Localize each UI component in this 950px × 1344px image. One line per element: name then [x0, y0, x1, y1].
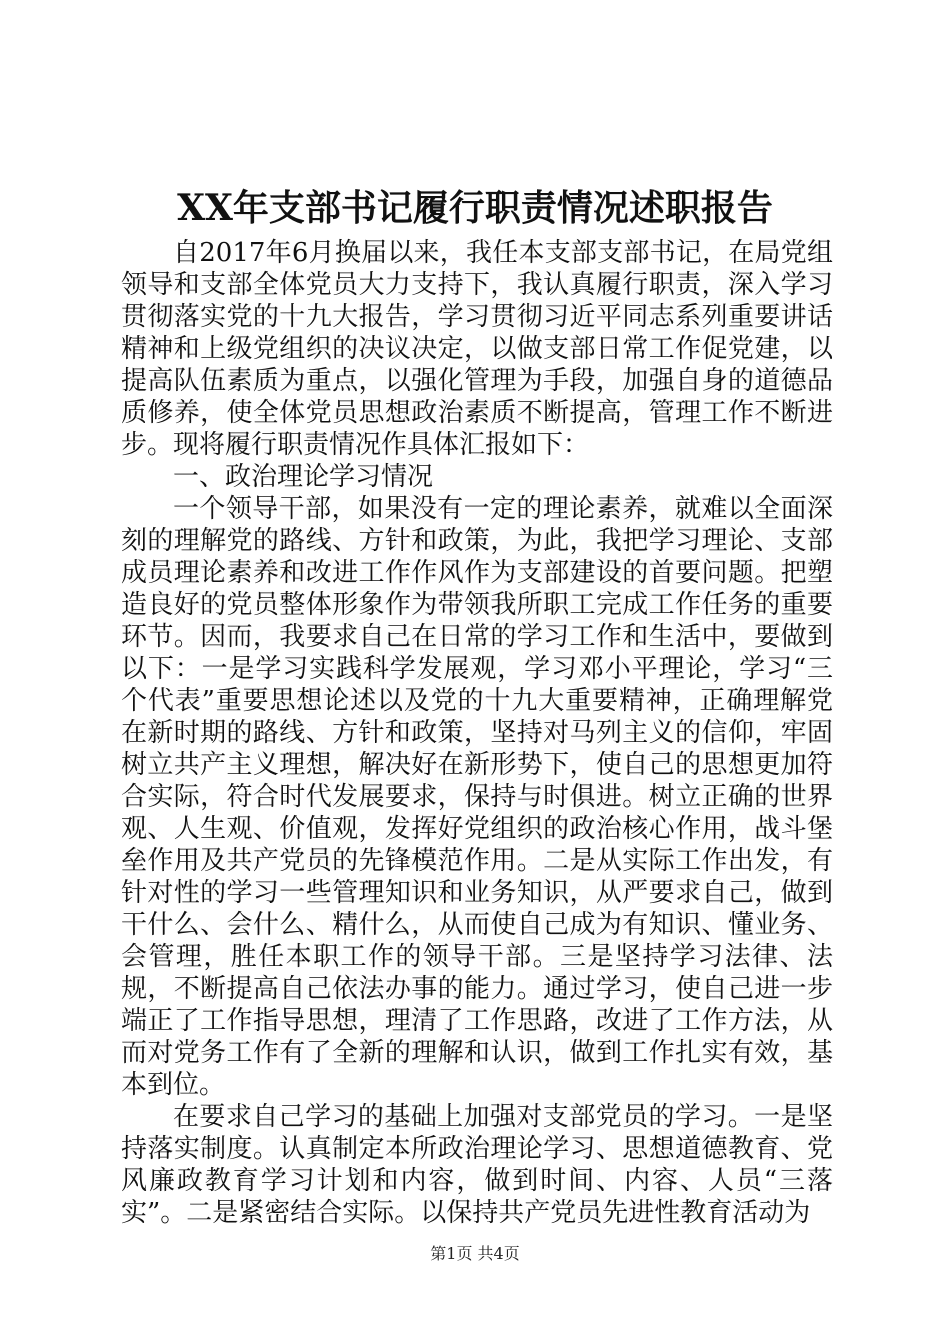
body-paragraph: 一个领导干部，如果没有一定的理论素养，就难以全面深刻的理解党的路线、方针和政策，为此，我把学习理论、支部成员理论素养和改进工作作风作为支部建设的首要问题。把塑造良好的党员整体形象作为带领我所职工完成工作任务的重要环节。因而，我要求自己在日常的学习工作和生活中，要做到以下：一是学习实践科学发展观，学习邓小平理论，学习“三个代表”重要思想论述以及党的十九大重要精神，正确理解党在新时期的路线、方针和政策，坚持对马列主义的信仰，牢固树立共产主义理想，解决好在新形势下，使自己的思想更加符合实际，符合时代发展要求，保持与时俱进。树立正确的世界观、人生观、价值观，发挥好党组织的政治核心作用，战斗堡垒作用及共产党员的先锋模范作用。二是从实际工作出发，有针对性的学习一些管理知识和业务知识，从严要求自己，做到干什么、会什么、精什么，从而使自己成为有知识、懂业务、会管理，胜任本职工作的领导干部。三是坚持学习法律、法规，不断提高自己依法办事的能力。通过学习，使自己进一步端正了工作指导思想，理清了工作思路，改进了工作方法，从而对党务工作有了全新的理解和认识，做到工作扎实有效，基本到位。: [121, 494, 833, 1100]
document-body: [121, 237, 833, 1229]
section-heading: 一、政治理论学习情况: [173, 462, 434, 492]
document-title: XX年支部书记履行职责情况述职报告: [177, 187, 773, 229]
body-paragraph: 在要求自己学习的基础上加强对支部党员的学习。一是坚持落实制度。认真制定本所政治理论学习、思想道德教育、党风廉政教育学习计划和内容，做到时间、内容、人员“三落实”。二是紧密结合实际。以保持共产党员先进性教育活动为: [121, 1102, 833, 1228]
intro-paragraph: 自2017年6月换届以来，我任本支部支部书记，在局党组领导和支部全体党员大力支持下，我认真履行职责，深入学习贯彻落实党的十九大报告，学习贯彻习近平同志系列重要讲话精神和上级党组织的决议决定，以做支部日常工作促党建，以提高队伍素质为重点，以强化管理为手段，加强自身的道德品质修养，使全体党员思想政治素质不断提高，管理工作不断进步。现将履行职责情况作具体汇报如下：: [121, 238, 833, 460]
page-footer: 第1页 共4页: [430, 1244, 520, 1263]
